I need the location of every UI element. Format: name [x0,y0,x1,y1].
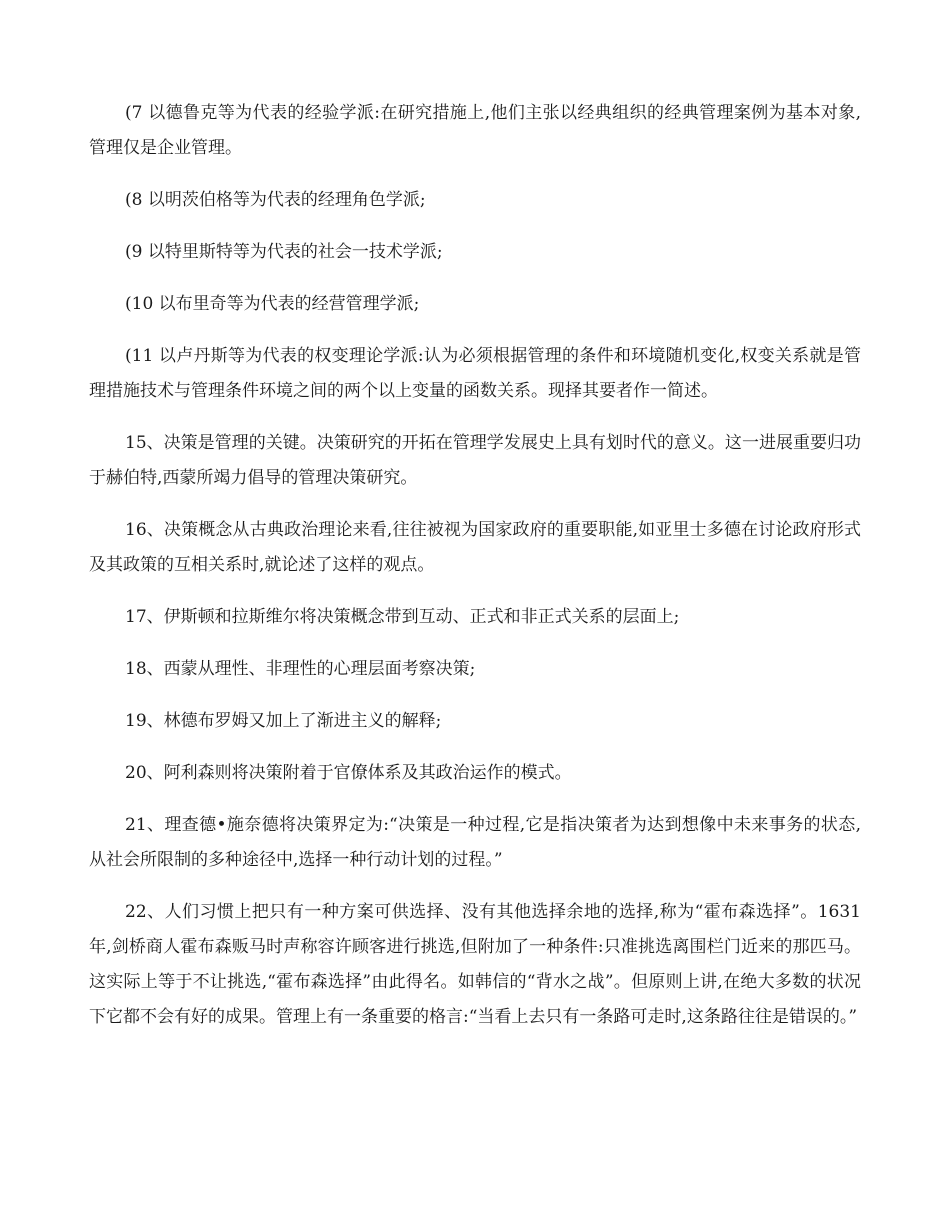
paragraph-school-8: (8 以明茨伯格等为代表的经理角色学派; [125,190,426,210]
paragraph-item-16: 16、决策概念从古典政治理论来看,往往被视为国家政府的重要职能,如亚里士多德在讨论政府形式及其政策的互相关系时,就论述了这样的观点。 [89,520,861,575]
paragraph-item-15: 15、决策是管理的关键。决策研究的开拓在管理学发展史上具有划时代的意义。这一进展重要归功于赫伯特,西蒙所竭力倡导的管理决策研究。 [89,433,861,488]
paragraph-school-9: (9 以特里斯特等为代表的社会一技术学派; [125,242,443,262]
paragraph-school-11: (11 以卢丹斯等为代表的权变理论学派:认为必须根据管理的条件和环境随机变化,权变关系就是管理措施技术与管理条件环境之间的两个以上变量的函数关系。现择其要者作一简述。 [89,346,861,401]
paragraph-item-18: 18、西蒙从理性、非理性的心理层面考察决策; [125,659,476,679]
paragraph-school-10: (10 以布里奇等为代表的经营管理学派; [125,294,420,314]
paragraph-item-21: 21、理查德•施奈德将决策界定为:“决策是一种过程,它是指决策者为达到想像中未来事务的状态,从社会所限制的多种途径中,选择一种行动计划的过程。” [89,815,861,870]
paragraph-item-20: 20、阿利森则将决策附着于官僚体系及其政治运作的模式。 [125,763,572,783]
paragraph-item-19: 19、林德布罗姆又加上了渐进主义的解释; [125,711,442,731]
document-body [89,96,861,1052]
paragraph-school-7: (7 以德鲁克等为代表的经验学派:在研究措施上,他们主张以经典组织的经典管理案例为基本对象,管理仅是企业管理。 [89,103,861,158]
paragraph-item-17: 17、伊斯顿和拉斯维尔将决策概念带到互动、正式和非正式关系的层面上; [125,607,680,627]
paragraph-item-22: 22、人们习惯上把只有一种方案可供选择、没有其他选择余地的选择,称为“霍布森选择”。1631年,剑桥商人霍布森贩马时声称容许顾客进行挑选,但附加了一种条件:只准挑选离围栏门近来的那匹马。这实际上等于不让挑选,“霍布森选择”由此得名。如韩信的“背水之战”。但原则上讲,在绝大多数的状况下它都不会有好的成果。管理上有一条重要的格言:“当看上去只有一条路可走时,这条路往往是错误的。” [89,902,861,1027]
